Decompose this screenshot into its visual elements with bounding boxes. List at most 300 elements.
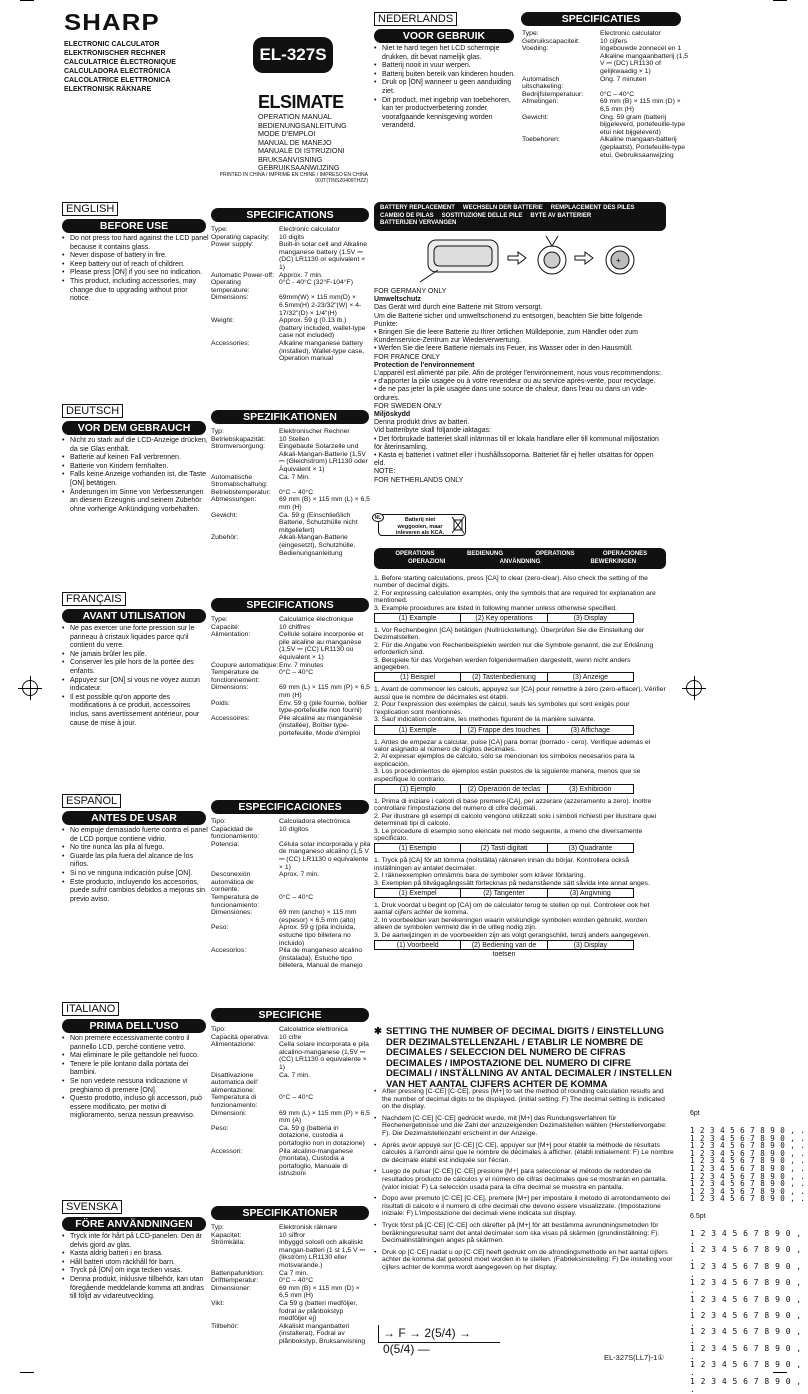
decimal-item: • After pressing [C·CE] [C·CE], press [M+] to set the method of rounding calculation results and the number of decimal digits to be displayed. (initial setting: F) The decimal setting is indicated on the display. [374,1088,674,1111]
battery-line: FOR NETHERLANDS ONLY [374,476,464,484]
spec-row [211,818,371,826]
bullet-item: • Do not press too hard against the LCD panel because it contains glass. [62,235,210,252]
example-format-row [374,613,634,623]
spec-row [211,1239,371,1269]
spec-row [211,226,371,234]
spec-row [211,512,371,535]
spec-title: SPECIFICATIONS [211,208,369,222]
bullet-item: • No empuje demasiado fuerte contra el panel de LCD porque contiene vidrio. [62,827,210,844]
spec-title: SPECIFIKATIONER [211,1206,369,1220]
spec-value: 0°C – 40°C [279,488,314,496]
battery-line: • Kasta ej batteriet i vattnet eller i hushållssoporna. Batteriet får ej heller utsättas för öppen eld. [374,452,654,468]
bullet-item: • This product, including accessories, may change due to upgrading without prior notice. [62,278,210,304]
bullet-item: • Ne pas exercer une forte pression sur le panneau à cristaux liquides parce qu'il contient du verre. [62,625,210,651]
spec-value: Ong. 7 minuten [600,75,647,83]
manual-title: MANUAL DE MANEJO [258,137,332,147]
spec-row [211,234,371,242]
decimal-sequence [378,1325,500,1356]
operations-line: 2. For expressing calculation examples, only the symbols that are required for explanation are mentioned. [374,589,656,605]
spec-value: Env. 7 minutes [279,661,324,669]
product-name: CALCULADORA ELECTRÓNICA [64,68,171,75]
spec-value: Célula solar incorporada y pila de manganeso alcalino (1,5 V ⎓ (CC) LR1130 o equivalente × 1) [279,840,371,871]
use-bullets [62,1035,210,1121]
spec-key: Accessori: [211,1147,243,1155]
spec-value: 69 mm (B) × 115 mm (L) × 6,5 mm (H) [279,496,370,511]
spec-title: SPECIFICHE [211,1008,369,1022]
spec-key: Betriebstemperatur: [211,488,271,496]
spec-row [211,909,371,924]
decimal-setting-items [374,1088,674,1275]
example-format-row [374,940,634,959]
nl-logo-text: Batterij niet weggooien, maar inleveren als KCA. [395,517,445,536]
spec-list [211,428,371,557]
use-title: ANTES DE USAR [62,811,206,825]
spec-value: Electronic calculator [279,226,340,233]
spec-list [211,226,371,363]
example-format-cell: (2) Tangenter [461,889,547,897]
bullet-item: • Falls keine Anzeige vorhanden ist, die Taste [ON] betätigen. [62,471,210,488]
spec-value: 10 siffror [279,1231,306,1239]
spec-row [211,1224,371,1232]
font-test-line: 1 2 3 4 5 6 7 8 9 0 , . [690,1343,802,1362]
spec-value: 69 mm (ancho) × 115 mm (espesor) × 6,5 mm (alto) [279,909,357,924]
battery-line: FOR FRANCE ONLY [374,353,440,361]
decimal-item: • Nachdem [C·CE] [C·CE] gedrückt wurde, mit [M+] das Rundungsverfahren für Rechenergebnisse und die Zahl der anzuzeigenden Dezimalstellen wählen (Herstellervorgabe: F). Die Dezimalstellenzahl erscheint in der Anzeige. [374,1115,674,1138]
product-name: CALCOLATRICE ELETTRONICA [64,77,171,84]
battery-insert-icon [606,246,634,274]
operations-header-item: BEWERKINGEN [590,558,637,565]
spec-row [522,91,692,99]
spec-key: Drifttemperatur: [211,1277,259,1285]
spec-row [211,924,371,947]
example-format-cell: (2) Operación de teclas [461,785,547,793]
spec-list [211,616,371,738]
spec-value: 0°C – 40°C [279,1277,314,1285]
spec-value: Calculadora electrónica [279,818,351,825]
brand-logo: SHARP [64,9,160,35]
operations-block [374,857,666,898]
spec-row [211,1110,371,1125]
spec-row [211,1094,371,1109]
spec-row [211,1285,371,1300]
spec-row [211,1026,371,1034]
spec-key: Gebruikscapaciteit: [522,37,580,45]
spec-row [211,489,371,497]
operations-line: 1. Druk voordat u begint op [CA] om de calculator terug te stellen op nul. Controleer ook het aantal cijfers achter de komma. [374,902,650,917]
bullet-item: • Batterie auf keinen Fall verbrennen. [62,454,210,463]
spec-key: Zubehör: [211,534,239,542]
spec-value: Ca. 59 g (Einschließlich Batterie, Schutzhülle nicht mitgeliefert) [279,511,358,534]
product-name: CALCULATRICE ÉLECTRONIQUE [64,59,176,66]
spec-title: ESPECIFICACIONES [211,800,369,814]
bullet-item: • Ne jamais brûler les pile. [62,651,210,660]
operations-line: 3. Le procedure di esempio sono elencate nel modo seguente, a meno che diversamente specificato. [374,827,643,842]
operations-line: 1. Antes de empezar a calcular, pulse [CA] para borrar (borrado - cero). Verifique además el valor asignado al número de dígitos decimales. [374,738,651,753]
bullet-item: • No tire nunca las pila al fuego. [62,844,210,853]
manual-title: OPERATION MANUAL [258,112,332,121]
example-format-row [374,725,634,735]
operations-block [374,575,666,623]
operations-line: 1. Before starting calculations, press [CA] to clear (zero-clear). Also check the setting of the number of decimal digits. [374,575,648,590]
spec-value: Pila de manganeso alcalino (instalada), Estuche tipo billetera, Manual de manejo [279,947,363,970]
crop-mark [20,1372,34,1373]
spec-key: Bedrijfstemperatuur: [522,90,584,98]
manual-title: MANUALE DI ISTRUZIONI [258,146,345,155]
spec-value: Electronic calculator [600,30,661,37]
spec-row [211,715,371,738]
bullet-item: • Änderungen im Sinne von Verbesserungen an diesem Erzeugnis und seinem Zubehör ohne vorherige Ankündigung vorbehalten. [62,489,210,515]
spec-key: Stromversorgung: [211,443,266,451]
spec-value: Cellule solaire incorporée et pile alcaline au manganèse (1,5V ⎓ (CC) LR1130 ou équivalent × 1) [279,631,364,661]
spec-value: Alkaline manganese battery (installed), Wallet-type case, Operation manual [279,339,365,363]
operations-block [374,798,666,853]
spec-value: 0°C - 40°C (32°F-104°F) [279,279,353,287]
spec-key: Automatisch uitschakeling: [522,75,564,91]
spec-value: Eingebaute Solarzelle und Alkali-Mangan-Batterie (1,5V ⎓ (Gleichstrom) LR1130 oder Äquivalent × 1) [279,443,368,473]
spec-row [211,669,371,684]
spec-row [522,98,692,113]
font-test-6pt [690,1127,805,1203]
battery-line: • Werfen Sie die leere Batterie niemals ins Feuer, ins Wasser oder in den Hausmüll. [374,345,633,353]
operations-line: 2. Per illustrare gli esempi di calcolo vengono utilizzati solo i simboli richiesti per illustrare quei determinati tipi di calcolo. [374,812,657,828]
use-title: BEFORE USE [62,219,206,233]
spec-key: Weight: [211,317,234,325]
font-test-label-65pt: 6.5pt [690,1213,706,1220]
spec-key: Dimensions: [211,294,249,302]
spec-value: Alkali-Mangan-Batterie (eingesetzt), Schutzhülle, Bedienungsanleitung [279,534,356,557]
battery-replacement-illustration [420,232,670,284]
bullet-item: • Kasta aldrig batteri i en brasa. [62,1250,210,1259]
battery-line: FOR SWEDEN ONLY [374,402,442,410]
bullet-item: • Tenere le pile lontano dalla portata dei bambini. [62,1061,210,1078]
lang-label-nl: NEDERLANDS [374,12,457,26]
example-format-cell: (2) Frappe des touches [461,726,547,734]
spec-row [211,1041,371,1071]
spec-key: Peso: [211,1124,229,1132]
operations-line: 1. Vor Rechenbeginn [CA] betätigen (Nullrückstellung). Überprüfen Sie die Einstellung der Dezimalstellen. [374,627,645,642]
use-bullets [62,1233,210,1302]
battery-disposal-text [374,288,666,485]
spec-row [211,894,371,909]
example-format-cell: (1) Beispiel [375,673,461,681]
battery-line: Denna produkt drivs av batteri. [374,419,470,427]
lang-label: FRANÇAIS [62,592,126,606]
use-title: FÖRE ANVÄNDNINGEN [62,1217,206,1231]
battery-header-item: BYTE AV BATTERIER [530,212,592,219]
product-name: ELEKTRONISCHER RECHNER [64,50,166,57]
font-test-line: 1 2 3 4 5 6 7 8 9 0 , . [690,1229,802,1247]
use-title: PRIMA DELL'USO [62,1019,206,1033]
spec-row [211,1232,371,1240]
decimal-item: • Luego de pulsar [C·CE] [C·CE] presione [M+] para seleccionar el método de redondeo de resultados producto de cálculos y el número de cifras decimales que se mostrarán en pantalla. (valor inicial: F) La selección usada para la cifra decimal se muestra en pantalla. [374,1168,674,1191]
manual-title: GEBRUIKSAANWIJZING [258,163,340,172]
spec-row [522,45,692,75]
operations-line: 3. De aanwijzingen in de voorbeelden zijn als volgt gerangschikt, tenzij anders aangegeven. [374,931,651,939]
printed-in: PRINTED IN CHINA / IMPRIMÉ EN CHINE / IMPRESO EN CHINA [219,172,368,178]
spec-value: Elektronischer Rechner [279,428,350,435]
example-format-row [374,672,634,682]
battery-header-item: WECHSELN DER BATTERIE [462,205,543,211]
spec-key: Automatische Stromabschaltung: [211,473,268,489]
arrow-icon [575,252,593,264]
spec-key: Automatic Power-off: [211,271,274,279]
operations-header-item: OPERATIONS [395,551,435,557]
spec-key: Typ: [211,428,224,435]
spec-key: Dimensioni: [211,1109,247,1117]
spec-row [211,1277,371,1285]
operations-block [374,739,666,794]
spec-value: Alkaline mangaan-batterij (geplaatst), Portefeuille-type etui, Gebruiksaanwijzing [600,136,686,159]
example-format-cell: (1) Example [375,614,461,622]
lang-label: ENGLISH [62,202,118,216]
spec-key: Gewicht: [211,511,238,519]
bullet-item: • Batterie von Kindern fernhalten. [62,463,210,472]
font-test-line: 1 2 3 4 5 6 7 8 9 0 , . [690,1360,802,1378]
spec-key: Afmetingen: [522,98,559,106]
print-code: 00JT(TINSZ0409THZZ) [315,178,368,184]
spec-key: Batteripafunktion: [211,1269,264,1277]
decimal-item: • Dopo aver premuto [C·CE] [C·CE], premere [M+] per impostare il metodo di arrotondamento dei risultati di calcolo e il numero di cifre decimali che devono essere visualizzate. (Impostazione iniziale: F) L'impostazione dei decimali viene indicata sul display. [374,1195,674,1218]
spec-key: Poids: [211,699,230,707]
spec-value: Ca. 7 min. [279,1071,310,1079]
spec-value: 10 cifre [279,1033,302,1041]
spec-value: 0°C – 40°C [279,893,314,901]
bullet-item: • Tryck på [ON] om inga tecken visas. [62,1267,210,1276]
spec-key: Alimentation: [211,631,251,639]
battery-header-item: BATTERY REPLACEMENT [380,205,455,211]
bullet-item: • Batterij nooit in vuur werpen. [374,62,518,71]
use-bullets [62,827,210,904]
font-test-line: 1 2 3 4 5 6 7 8 9 0 , . [690,1141,806,1151]
spec-value: Ca. 59 g (batteria in dotazione, custodia a portafoglio non in dotazione) [279,1124,365,1147]
battery-line: Das Gerät wird durch eine Batterie mit Strom versorgt. [374,304,543,312]
font-test-line: 1 2 3 4 5 6 7 8 9 0 , . [690,1376,802,1394]
spec-value: Pile alcaline au manganèse (installée), Boîtier type-portefeuille, Mode d'emploi [279,714,363,737]
bullet-item: • Never dispose of battery in fire. [62,252,210,261]
spec-key: Disattivazione automatica dell' alimentazione: [211,1071,259,1094]
arrow-icon [508,252,526,264]
operations-line: 1. Tryck på [CA] för att tömma (nollställa) räknaren innan du börjar. Kontrollera också inställningen av antalet decimaler. [374,857,629,872]
spec-key: Gewicht: [522,113,549,121]
spec-row [211,294,371,317]
svg-text:+: + [616,256,621,265]
spec-row [211,684,371,699]
font-test-line: 1 2 3 4 5 6 7 8 9 0 , . [690,1126,806,1135]
spec-value: Pila alcalino-manganese (montata), Custodia a portafoglio, Manuale di istruzioni [279,1147,354,1178]
use-bullets [62,625,210,728]
battery-header-item: BATTERIJEN VERVANGEN [380,220,457,226]
lang-label: DEUTSCH [62,404,123,418]
spec-key: Peso: [211,924,229,932]
spec-key: Coupure automatique: [211,661,279,669]
battery-line: NOTE: [374,468,396,476]
battery-remove-icon [538,236,566,274]
font-test-line: 1 2 3 4 5 6 7 8 9 0 , . [690,1311,802,1329]
spec-key: Voeding: [522,45,549,53]
bullet-item: • Guarde las pila fuera del alcance de los niños. [62,853,210,870]
example-format-cell: (1) Ejemplo [375,785,461,793]
spec-value: Elektronisk räknare [279,1224,338,1231]
bullet-item: • Mai eliminare le pile gettandole nel fuoco. [62,1052,210,1061]
spec-key: Operating temperature: [211,279,250,294]
example-format-cell: (3) Display [573,942,608,950]
spec-row [211,700,371,715]
spec-value: Env. 59 g (pile fournie, boîtier type-portefeuille non fourni) [279,699,368,715]
example-format-cell: (3) Angivning [569,890,611,897]
spec-row [522,30,692,38]
battery-header-item: REMPLACEMENT DES PILES [550,205,635,211]
example-format-row [374,784,634,794]
manual-title: BEDIENUNGSANLEITUNG [258,120,347,130]
font-test-line: 1 2 3 4 5 6 7 8 9 0 , . [690,1148,806,1158]
spec-row [211,428,371,436]
operations-line: 2. Pour l'expression des exemples de calcul, seuls les symboles qui sont exigés pour l'explication sont mentionnés. [374,701,630,716]
bullets-nl [374,45,518,131]
spec-value: 10 Stellen [279,435,310,443]
battery-line: Umweltschutz [374,296,422,304]
example-format-row [374,888,634,898]
example-format-row [374,843,634,853]
spec-row [211,616,371,624]
bullet-item: • Si no ve ninguna indicación pulse [ON]. [62,870,210,879]
spec-row [211,1034,371,1042]
use-title-nl: VOOR GEBRUIK [374,29,514,43]
spec-key: Alimentazione: [211,1041,256,1049]
product-names [64,40,244,94]
lang-label: SVENSKA [62,1200,122,1214]
spec-key: Capacità operativa: [211,1033,270,1041]
model-badge: EL-327S [253,37,333,73]
font-test-line: 1 2 3 4 5 6 7 8 9 0 , . [690,1163,806,1173]
manual-title: BRUKSANVISNING [258,154,323,164]
battery-line: Vid batteribyte skall följande iaktagas: [374,427,491,435]
spec-row [211,947,371,970]
spec-list [211,1224,371,1346]
spec-key: Toebehoren: [522,136,560,144]
spec-value: 69 mm (L) × 115 mm (P) × 6,5 mm (A) [279,1109,370,1125]
spec-value: Inbyggd solcell och alkaliskt mangan-batteri (1 st 1,5 V ⎓ (likström) LR1130 eller motsvarande.) [279,1239,365,1269]
bullet-item: • Il est possible qu'on apporte des modifications à ce produit, accessoires inclus, sans avertissement antérieur, pour cause de mise à jour. [62,694,210,728]
font-test-line: 1 2 3 4 5 6 7 8 9 0 , . [690,1133,806,1143]
font-test-label-6pt: 6pt [690,1110,700,1117]
battery-line: Protection de l'environnement [374,361,475,369]
bullet-item: • Este producto, incluyendo los accesorios, puede sufrir cambios debidos a mejoras sin previo aviso. [62,879,210,905]
bullet-item: • Denna produkt, inklusive tillbehör, kan utan föregående meddelande komma att ändras till följd av vidareutveckling. [62,1276,210,1302]
bullet-item: • Please press [ON] if you see no indication. [62,269,210,278]
spec-key: Betriebskapazität: [211,435,266,443]
font-test-line: 1 2 3 4 5 6 7 8 9 0 , . [690,1327,802,1345]
battery-header-item: CAMBIO DE PILAS [380,212,434,219]
spec-title-nl: SPECIFICATIES [521,12,681,26]
font-test-line: 1 2 3 4 5 6 7 8 9 0 , . [690,1179,806,1189]
bullet-item: • Dit product, met ingebrip van toebehoren, kan ter productverbetering zonder voorafgaande kennisgeving worden veranderd. [374,97,518,131]
operations-block [374,627,666,682]
operations-line: 1. Prima di iniziare i calcoli di base premere [CA], per azzerare (azzeramento a zero). Inoltre controllare l'impostazione del numero di cifre decimali. [374,797,652,813]
calculator-back-icon [420,240,498,282]
crop-mark [773,0,787,1]
spec-key: Desconexión automática de corriente: [211,871,254,894]
battery-line: • de ne pas jeter la pile usagée dans une source de chaleur, dans l'eau ou dans un vide-ordures. [374,386,648,402]
battery-line: • Det förbrukade batteriet skall inlämnas till er lokala handlare eller till kommunal miljöstation för återinsamling. [374,435,659,451]
operations-instructions [374,575,666,959]
use-bullets [62,235,210,304]
spec-value: Ong. 59 gram (batterij bijgeleverd, portefeuille-type etui niet bijgeleverd) [600,113,686,136]
spec-key: Power supply: [211,241,254,249]
spec-row [211,317,371,340]
battery-line: L'appareil est alimenté par pile. Afin de protéger l'environnement, nous vous recommendons: [374,370,662,378]
bullet-item: • Questo prodotto, incluso gli accessori, può essere modificato, per motivi di miglioramento, senza nessun preavviso. [62,1095,210,1121]
spec-row [211,841,371,871]
bullet-item: • Conserver les pile hors de la portée des enfants. [62,659,210,676]
spec-value: 10 cijfers [600,37,628,45]
operations-line: 2. Al expresar ejemplos de cálculo, sólo se mencionan los símbolos necesarios para la explicación. [374,753,635,768]
spec-key: Vikt: [211,1299,225,1307]
spec-row [211,826,371,841]
use-bullets [62,437,210,514]
spec-row [211,474,371,489]
font-test-line: 1 2 3 4 5 6 7 8 9 0 , . [690,1171,806,1181]
spec-key: Dimensiones: [211,909,253,917]
spec-row [211,1148,371,1178]
spec-key: Température de fonctionnement: [211,669,260,684]
spec-value: 10 dígitos [279,825,309,833]
decimal-sequence-text: → F → 2(5/4) → 0(5/4) — [383,1326,472,1356]
operations-line: 3. Exemplen på tillvägagångssätt förtecknas på nedanstående sätt såvida inte annat anges. [374,879,650,887]
spec-title: SPECIFICATIONS [211,598,369,612]
spec-value: Built-in solar cell and Alkaline manganese battery (1.5V ⎓ (DC) LR1130 or equivalent × 1) [279,241,368,271]
spec-row [522,136,692,159]
print-info [200,172,368,184]
spec-key: Capacidad de funcionamiento: [211,825,259,841]
example-format-cell: (1) Voorbeeld [375,941,461,949]
registration-mark [18,688,42,689]
example-format-cell: (2) Tastenbedienung [461,673,547,681]
example-format-cell: (2) Tasti digitati [461,844,547,852]
spec-value: Aprox. 7 min. [279,871,320,879]
operations-block [374,686,666,734]
product-name: ELEKTRONISK RÄKNARE [64,86,152,93]
spec-key: Accessoires: [211,714,250,722]
spec-row [211,496,371,511]
battery-line: Miljöskydd [374,411,411,419]
spec-row [211,631,371,661]
spec-value: 0°C – 40°C [279,1094,314,1102]
use-title: AVANT UTILISATION [62,609,206,623]
manual-title: MODE D'EMPLOI [258,129,316,138]
font-test-line: 1 2 3 4 5 6 7 8 9 0 , . [690,1156,806,1166]
spec-value: Cella solare incorporata e pila alcalino-manganese (1,5V ⎓ (CC) LR1130 o equivalente × 1) [279,1041,369,1071]
example-format-cell: (2) Key operations [461,614,547,622]
spec-value: 69 mm (B) × 115 mm (D) × 6,5 mm (H) [600,98,681,113]
spec-key: Tipo: [211,1026,226,1033]
spec-key: Abmessungen: [211,496,257,504]
spec-row [211,1323,371,1346]
spec-value: 10 chiffres [279,623,311,631]
spec-value: 69 mm (L) × 115 mm (P) × 6,5 mm (H) [279,684,370,699]
spec-value: 10 digits [279,233,305,241]
operations-line: 3. Beispiele für das Vorgehen werden folgendermaßen dargestellt, wenn nicht anders angegeben. [374,656,631,672]
example-format-cell: (3) Quadrante [568,845,613,853]
use-title: VOR DEM GEBRAUCH [62,421,206,435]
operations-header-item: OPERAZIONI [407,558,446,565]
spec-key: Type: [211,616,228,623]
spec-row [211,1300,371,1323]
spec-row [211,436,371,444]
crop-mark [20,0,34,1]
spec-value: 0°C – 40°C [279,669,314,677]
operations-line: 2. In voorbeelden van berekeningen waarin wiskundige symbolen worden gebruikt, worden alleen de symbolen vermeld die in de uitleg nodig zijn. [374,916,648,932]
spec-row [211,241,371,271]
